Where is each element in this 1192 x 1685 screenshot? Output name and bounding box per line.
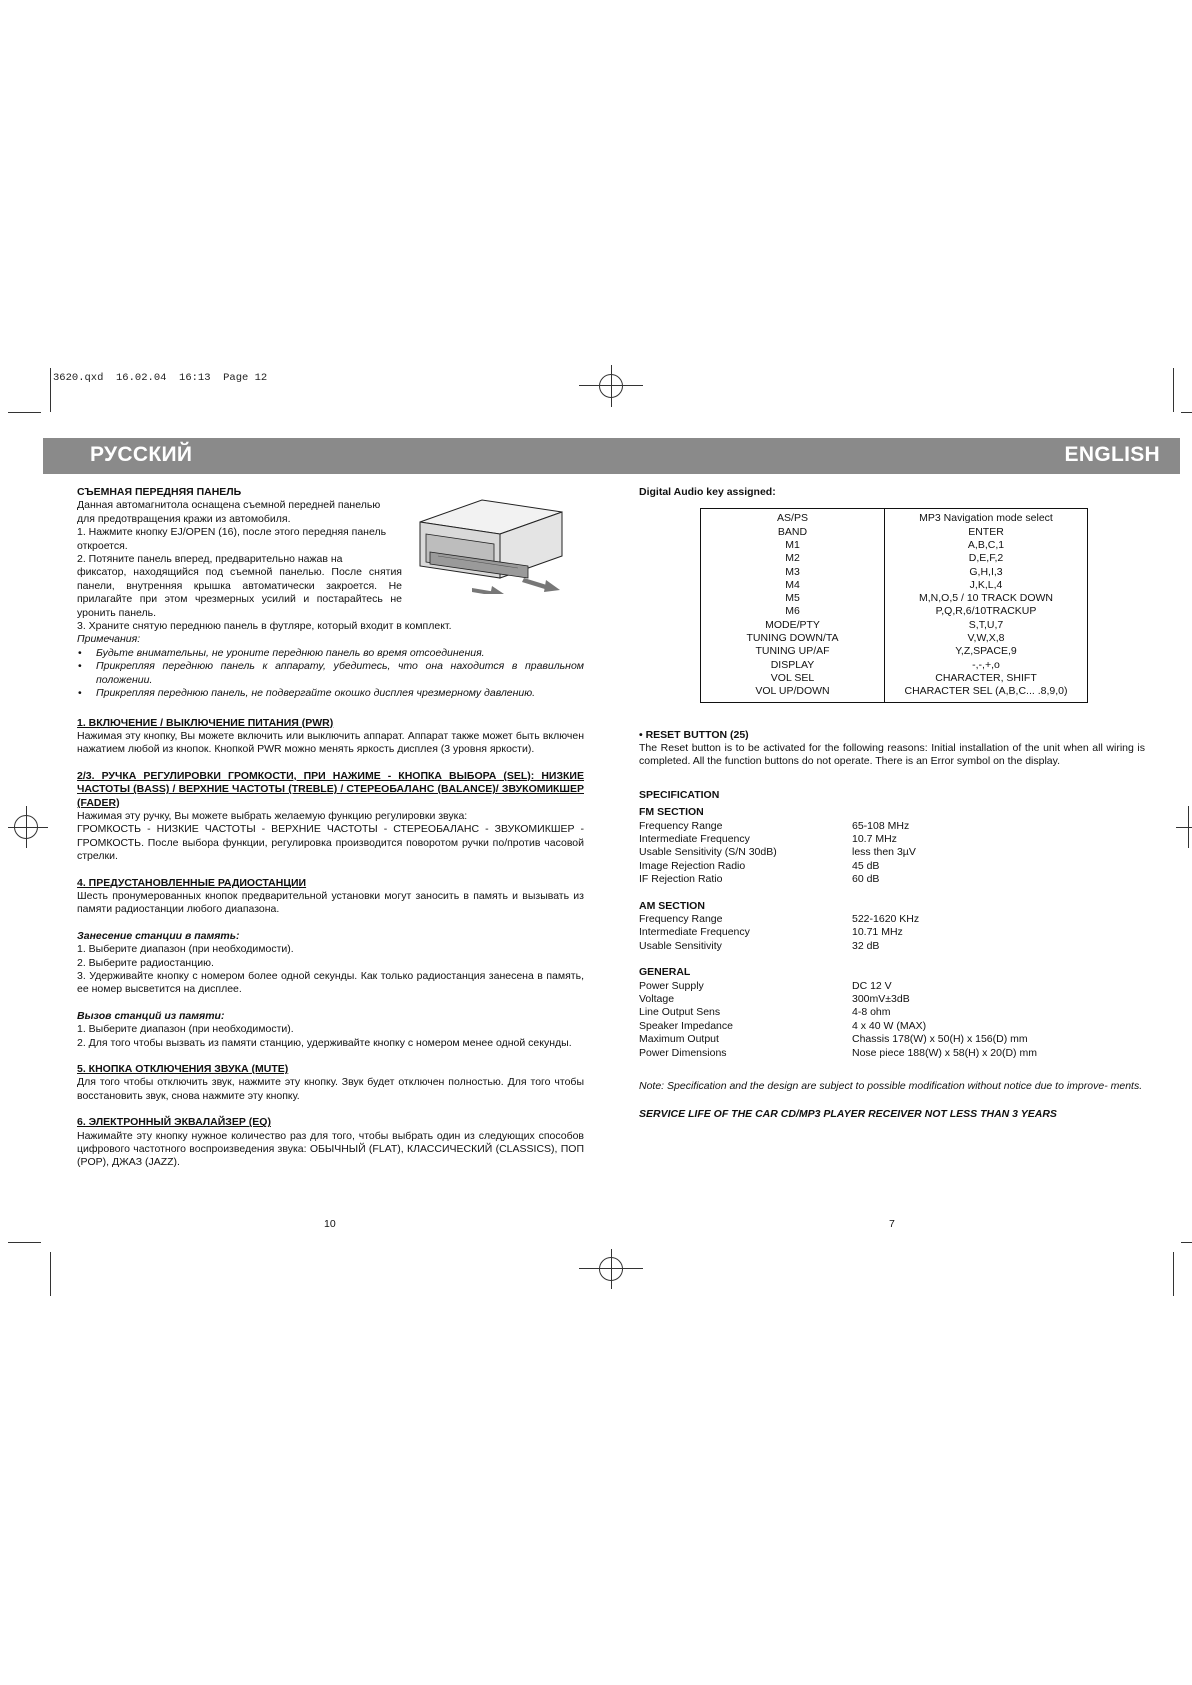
page-number-left: 10: [324, 1218, 336, 1230]
spec-row: Power Dimensions Nose piece 188(W) x 58(H) x 20(D) mm: [639, 1046, 1037, 1059]
english-column: [639, 486, 1145, 1121]
spec-note: Note: Specification and the design are subject to possible modification without notice due to improve- ments.: [639, 1080, 1143, 1093]
spec-row: Speaker Impedance 4 x 40 W (MAX): [639, 1019, 927, 1032]
am-title: AM SECTION: [639, 899, 705, 912]
key-function: Y,Z,SPACE,9: [955, 645, 1017, 658]
mute-text: Для того чтобы отключить звук, нажмите эту кнопку. Звук будет отключен полностью. Для того чтобы восстановить звук, снова нажмите эту кнопку.: [77, 1076, 584, 1102]
recall-title: Вызов станций из памяти:: [77, 1009, 225, 1022]
vol-line1: Нажимая эту ручку, Вы можете выбрать желаемую функцию регулировки звука:: [77, 809, 468, 822]
key-name: MODE/PTY: [765, 618, 820, 631]
vol-text: ГРОМКОСТЬ - НИЗКИЕ ЧАСТОТЫ - ВЕРХНИЕ ЧАСТОТЫ - СТЕРЕОБАЛАНС - ЗВУКОМИКШЕР - ГРОМКОСТЬ. После выбора функции, регулировка производится поворотом ручки по/против часовой стрелки.: [77, 823, 584, 863]
panel-line: фиксатор, находящийся под съемной панелью. После снятия: [77, 566, 402, 579]
banner-russian: РУССКИЙ: [90, 443, 193, 466]
spec-row: Frequency Range 522-1620 KHz: [639, 913, 920, 926]
spec-row: Frequency Range 65-108 MHz: [639, 819, 910, 832]
key-name: TUNING DOWN/TA: [746, 632, 839, 645]
panel-line: уронить панель.: [77, 606, 157, 619]
page-number-right: 7: [889, 1218, 895, 1230]
spec-row: Usable Sensitivity (S/N 30dB) less then 3µV: [639, 846, 916, 859]
key-name: TUNING UP/AF: [755, 645, 830, 658]
mute-title: 5. КНОПКА ОТКЛЮЧЕНИЯ ЗВУКА (MUTE): [77, 1063, 289, 1076]
note-item: • Прикрепляя переднюю панель, не подвергайте окошко дисплея чрезмерному давлению.: [96, 687, 584, 700]
key-function: S,T,U,7: [968, 618, 1004, 631]
key-name: BAND: [777, 525, 808, 538]
fm-title: FM SECTION: [639, 806, 704, 819]
key-function: CHARACTER, SHIFT: [935, 671, 1037, 684]
spec-row: Line Output Sens 4-8 ohm: [639, 1006, 891, 1019]
service-life: SERVICE LIFE OF THE CAR CD/MP3 PLAYER RECEIVER NOT LESS THAN 3 YEARS: [639, 1107, 1057, 1120]
key-name: VOL UP/DOWN: [755, 685, 830, 698]
key-name: M6: [785, 605, 800, 618]
store-step: 3. Удерживайте кнопку с номером более одной секунды. Как только радиостанция занесена в память, ее номер высветится на дисплее.: [77, 970, 584, 996]
language-banner: [43, 438, 1180, 474]
general-title: GENERAL: [639, 966, 691, 979]
panel-line: панели, внутренняя крышка автоматически закроется. Не: [77, 579, 402, 592]
key-function: P,Q,R,6/10TRACKUP: [935, 605, 1037, 618]
key-name: AS/PS: [777, 512, 808, 525]
key-function: M,N,O,5 / 10 TRACK DOWN: [919, 592, 1053, 605]
keys-title: Digital Audio key assigned:: [639, 486, 776, 498]
preset-text: Шесть пронумерованных кнопок предварительной установки могут заносить в память и вызывать из памяти радиостанции любого диапазона.: [77, 889, 584, 916]
key-function: J,K,L,4: [969, 578, 1003, 591]
key-function: V,W,X,8: [967, 632, 1005, 645]
reset-text: The Reset button is to be activated for the following reasons: Initial installation of the unit when all wiring is completed. All the function buttons do not operate. There is an Error symbol on the display.: [639, 741, 1145, 768]
spec-title: SPECIFICATION: [639, 788, 720, 801]
key-name: M1: [785, 539, 800, 551]
key-name: M4: [785, 578, 800, 591]
eq-title: 6. ЭЛЕКТРОННЫЙ ЭКВАЛАЙЗЕР (EQ): [77, 1116, 271, 1129]
notes-list: [77, 647, 584, 701]
spec-row: IF Rejection Ratio 60 dB: [639, 873, 880, 886]
vol-title: 2/3. РУЧКА РЕГУЛИРОВКИ ГРОМКОСТИ, ПРИ НАЖИМЕ - КНОПКА ВЫБОРА (SEL): НИЗКИЕ ЧАСТОТЫ (BASS) / ВЕРХНИЕ ЧАСТОТЫ (TREBLE) / СТЕРЕОБАЛАНС (BALANCE)/ ЗВУКОМИКШЕР (FADER): [77, 769, 584, 809]
panel-line: откроется.: [77, 539, 128, 552]
preset-title: 4. ПРЕДУСТАНОВЛЕННЫЕ РАДИОСТАНЦИИ: [77, 876, 307, 889]
key-function: G,H,I,3: [969, 565, 1003, 578]
key-function: A,B,C,1: [967, 539, 1005, 551]
pwr-text: Нажимая эту кнопку, Вы можете включить или выключить аппарат. Аппарат также может быть включен нажатием любой из кнопок. Кнопкой PWR можно менять яркость дисплея (3 уровня яркости).: [77, 729, 584, 756]
spec-row: Intermediate Frequency 10.7 MHz: [639, 833, 897, 845]
pwr-title: 1. ВКЛЮЧЕНИЕ / ВЫКЛЮЧЕНИЕ ПИТАНИЯ (PWR): [77, 716, 334, 729]
store-step: 2. Выберите радиостанцию.: [77, 956, 214, 969]
note-item: • Прикрепляя переднюю панель к аппарату, убедитесь, что она находится в правильном положении.: [96, 660, 584, 687]
spec-row: Intermediate Frequency 10.71 MHz: [639, 926, 903, 939]
key-function: CHARACTER SEL (A,B,C... .8,9,0): [904, 685, 1068, 698]
store-title: Занесение станции в память:: [77, 929, 240, 942]
notes-label: Примечания:: [77, 633, 141, 646]
panel-line: 3. Храните снятую переднюю панель в футляре, который входит в комплект.: [77, 620, 452, 633]
panel-line: 1. Нажмите кнопку EJ/OPEN (16), после этого передняя панель: [77, 526, 387, 539]
key-name: M2: [785, 552, 800, 565]
recall-step: 1. Выберите диапазон (при необходимости).: [77, 1023, 294, 1036]
key-function: -,-,+,o: [972, 658, 1000, 671]
key-function: ENTER: [968, 525, 1004, 538]
key-names-cell: [701, 509, 885, 702]
key-name: DISPLAY: [770, 658, 815, 671]
panel-line: для предотвращения кражи из автомобиля.: [77, 512, 291, 525]
spec-row: Power Supply DC 12 V: [639, 979, 892, 992]
key-name: M5: [785, 592, 800, 605]
russian-column: [77, 486, 584, 1170]
panel-line: Данная автомагнитола оснащена съемной передней панелью: [77, 499, 381, 512]
spec-row: Usable Sensitivity 32 dB: [639, 939, 880, 952]
recall-step: 2. Для того чтобы вызвать из памяти станцию, удерживайте кнопку с номером менее одной секунды.: [77, 1036, 572, 1049]
spec-row: Voltage 300mV±3dB: [639, 993, 910, 1006]
panel-line: 2. Потяните панель вперед, предварительно нажав на: [77, 553, 343, 566]
key-name: VOL SEL: [770, 671, 815, 684]
eq-text: Нажимайте эту кнопку нужное количество раз для того, чтобы выбрать один из следующих способов цифрового частотного воспроизведения звука: ОБЫЧНЫЙ (FLAT), КЛАССИЧЕСКИЙ (CLASSICS), ПОП (POP), ДЖАЗ (JAZZ).: [77, 1129, 584, 1169]
panel-title: СЪЕМНАЯ ПЕРЕДНЯЯ ПАНЕЛЬ: [77, 486, 242, 498]
store-step: 1. Выберите диапазон (при необходимости).: [77, 943, 294, 956]
spec-row: Maximum Output Chassis 178(W) x 50(H) x 156(D) mm: [639, 1033, 1028, 1046]
spec-row: Image Rejection Radio 45 dB: [639, 859, 880, 872]
printer-slug: 3620.qxd 16.02.04 16:13 Page 12: [53, 372, 268, 384]
key-name: M3: [785, 565, 800, 578]
reset-title: • RESET BUTTON (25): [639, 728, 749, 741]
banner-english: ENGLISH: [1064, 443, 1160, 466]
panel-line: прилагайте при этом чрезмерных усилий и постарайтесь не: [77, 593, 402, 606]
key-function: D,E,F,2: [968, 552, 1004, 565]
note-item: • Будьте внимательны, не уроните переднюю панель во время отсоединения.: [96, 647, 584, 660]
key-function: MP3 Navigation mode select: [919, 512, 1053, 525]
key-assignment-table: [700, 508, 1088, 702]
key-functions-cell: [885, 509, 1088, 702]
